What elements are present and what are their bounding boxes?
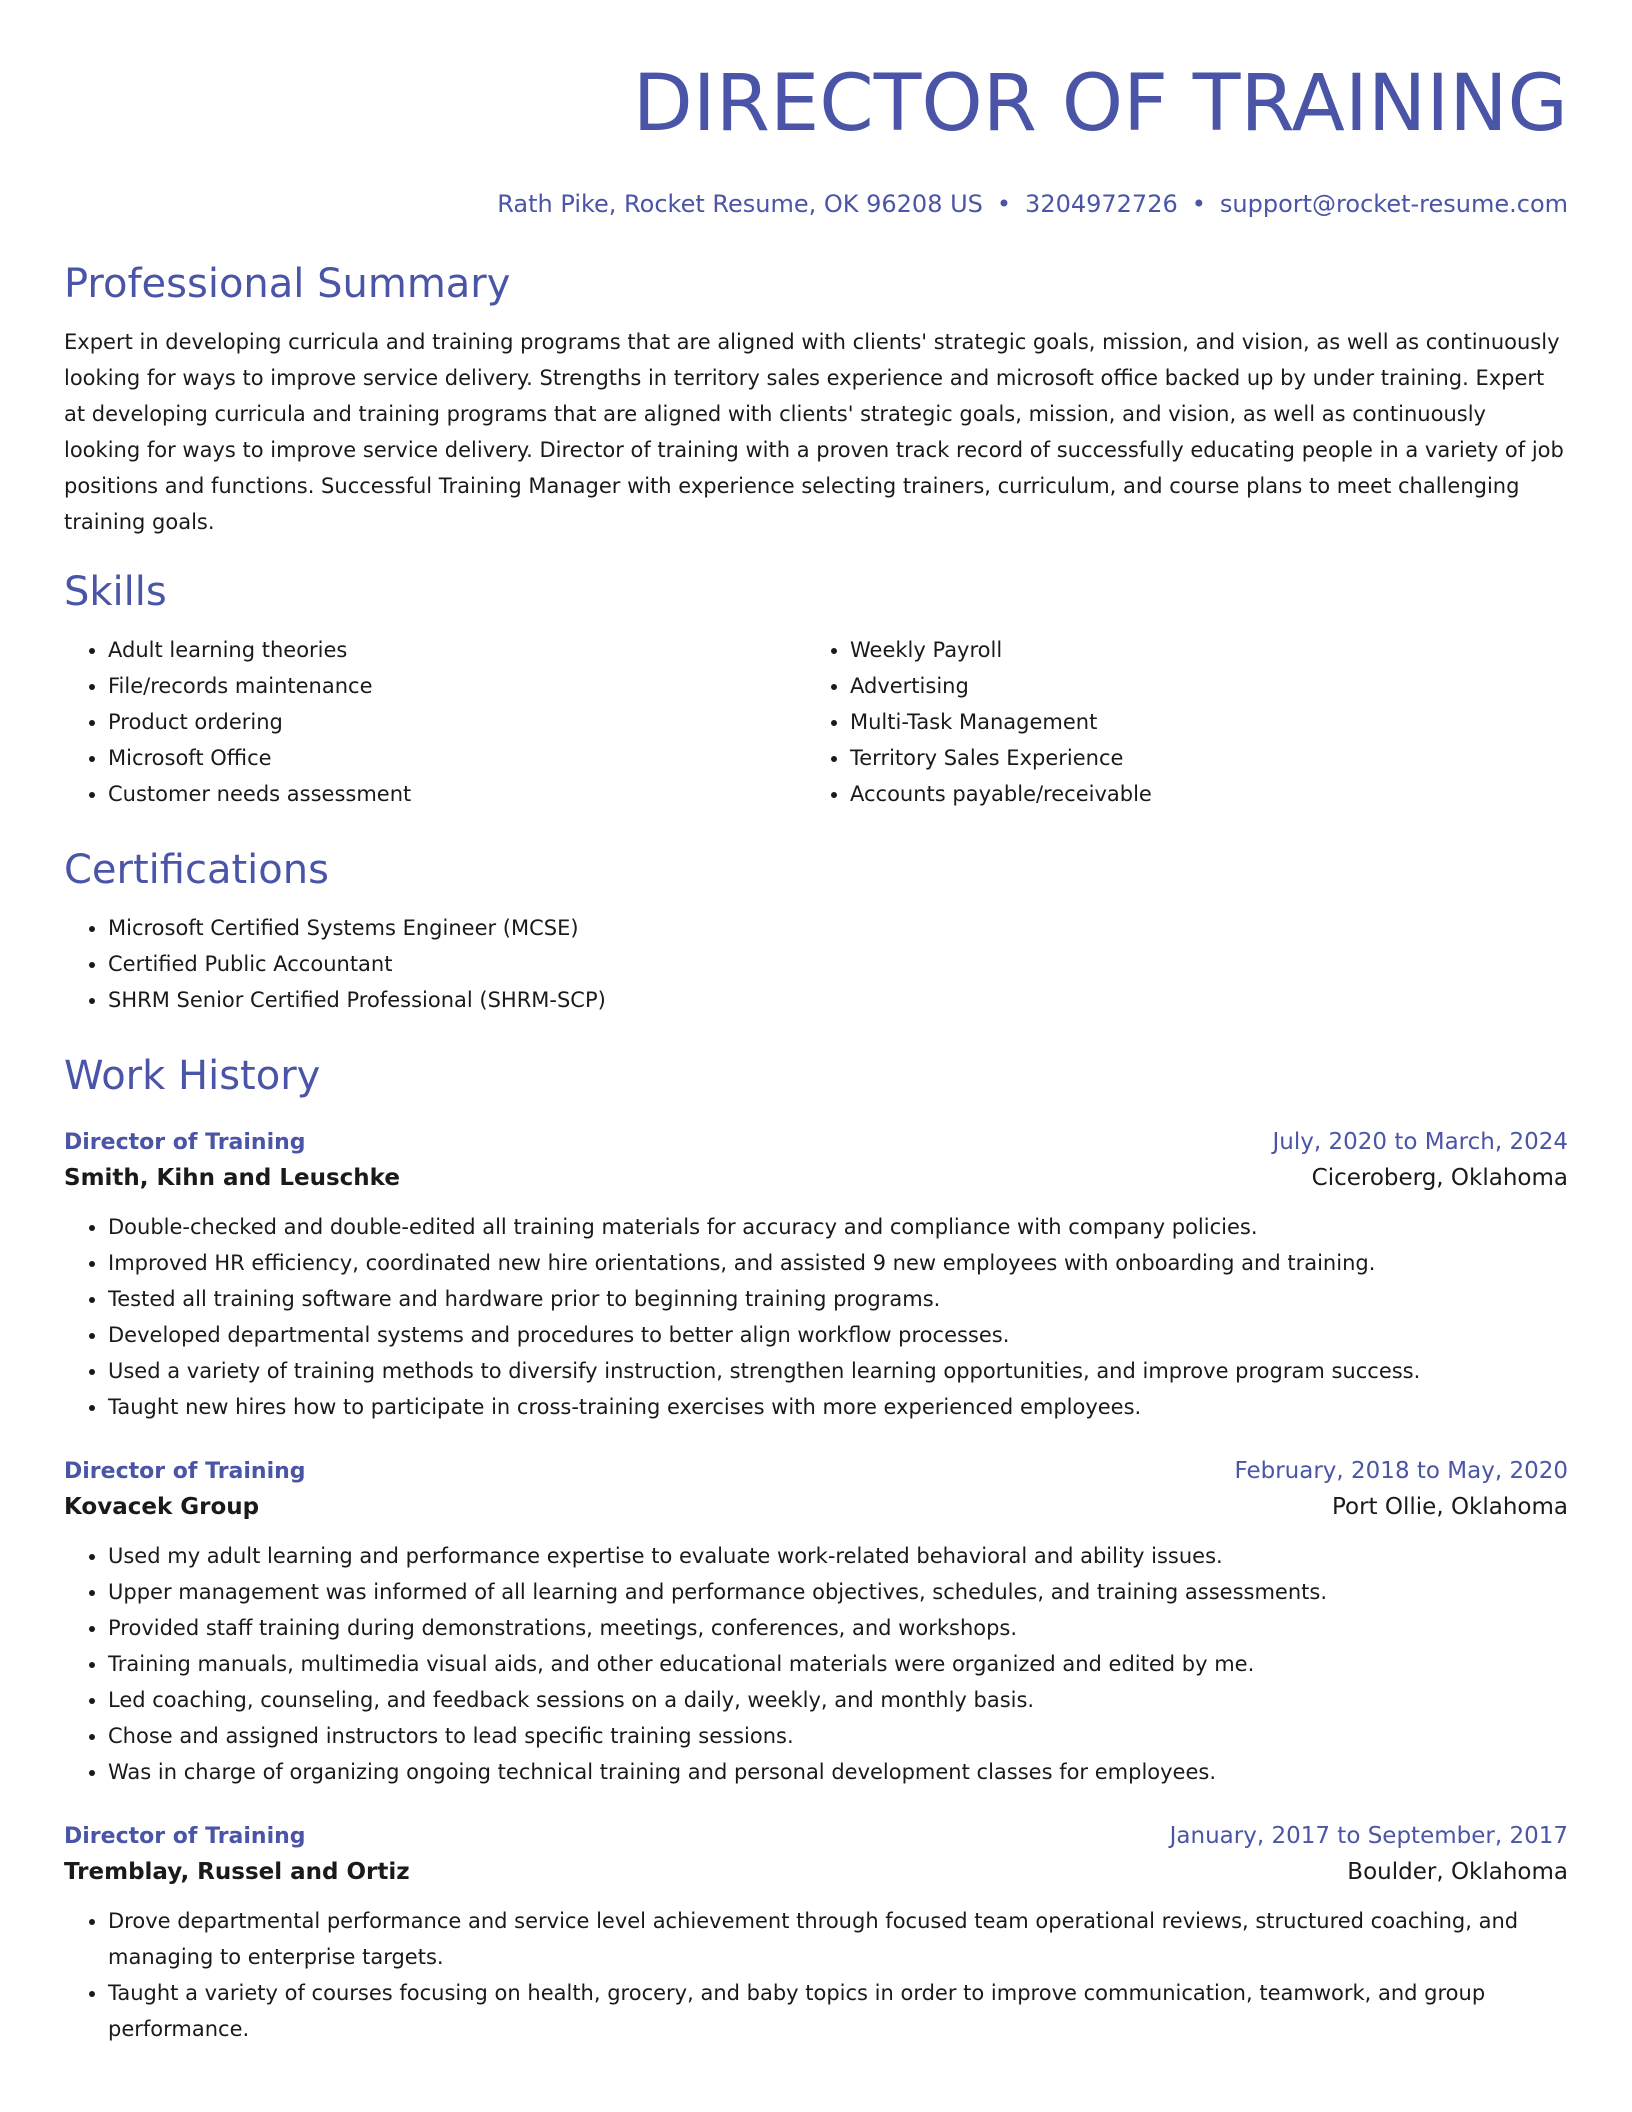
job-bullet: • Was in charge of organizing ongoing technical training and personal development classes for employees. [108,1754,1568,1790]
job-bullet: • Used my adult learning and performance expertise to evaluate work-related behavioral and ability issues. [108,1538,1568,1574]
skills-heading: Skills [64,569,167,615]
skill-item: • Weekly Payroll [850,632,1548,668]
contact-address: Rath Pike, Rocket Resume, OK 96208 US [497,190,983,218]
job-entry [64,1820,1568,2047]
skills-column-left [64,632,806,812]
job-bullet: • Double-checked and double-edited all training materials for accuracy and compliance with company policies. [108,1209,1568,1245]
job-dates: January, 2017 to September, 2017 [1169,1823,1568,1849]
job-bullet: • Provided staff training during demonstrations, meetings, conferences, and workshops. [108,1610,1568,1646]
skill-item: • File/records maintenance [108,668,806,704]
job-location: Port Ollie, Oklahoma [1331,1494,1568,1520]
certifications-list [64,910,1568,1018]
job-bullet: • Chose and assigned instructors to lead specific training sessions. [108,1718,1568,1754]
job-title: Director of Training [64,1459,306,1484]
contact-line [64,188,1568,220]
job-bullet: • Training manuals, multimedia visual aids, and other educational materials were organized and edited by me. [108,1646,1568,1682]
job-entry [64,1126,1568,1425]
job-bullet: • Led coaching, counseling, and feedback sessions on a daily, weekly, and monthly basis. [108,1682,1568,1718]
job-bullet: • Taught a variety of courses focusing on health, grocery, and baby topics in order to improve communication, teamwork, and group performance. [108,1975,1568,2047]
job-bullet: • Taught new hires how to participate in cross-training exercises with more experienced employees. [108,1389,1568,1425]
contact-separator: • [1191,190,1206,218]
skills-column-right [806,632,1548,812]
summary-text: Expert in developing curricula and training programs that are aligned with clients' strategic goals, mission, and vision, as well as continuously looking for ways to improve service delivery. Strengths in territory sales experience and microsoft office backed up by under training. Expert at developing curricula and training programs that are aligned with clients' strategic goals, mission, and vision, as well as continuously looking for ways to improve service delivery. Director of training with a proven track record of successfully educating people in a variety of job positions and functions. Successful Training Manager with experience selecting trainers, curriculum, and course plans to meet challenging training goals. [64,330,1564,534]
certification-item: • Microsoft Certified Systems Engineer (MCSE) [108,910,1568,946]
job-bullet: • Improved HR efficiency, coordinated new hire orientations, and assisted 9 new employees with onboarding and training. [108,1245,1568,1281]
job-bullets [64,1209,1568,1425]
skills-columns [64,632,1568,812]
job-bullets [64,1903,1568,2047]
job-bullet: • Upper management was informed of all learning and performance objectives, schedules, and training assessments. [108,1574,1568,1610]
skill-item: • Product ordering [108,704,806,740]
skill-item: • Microsoft Office [108,740,806,776]
certification-item: • SHRM Senior Certified Professional (SHRM-SCP) [108,982,1568,1018]
resume-name: DIRECTOR OF TRAINING [632,59,1568,149]
skill-item: • Territory Sales Experience [850,740,1548,776]
skill-item: • Multi-Task Management [850,704,1548,740]
job-bullet: • Used a variety of training methods to diversify instruction, strengthen learning opportunities, and improve program success. [108,1353,1568,1389]
contact-email: support@rocket-resume.com [1219,190,1568,218]
job-bullet: • Developed departmental systems and procedures to better align workflow processes. [108,1317,1568,1353]
skill-item: • Adult learning theories [108,632,806,668]
job-bullet: • Drove departmental performance and service level achievement through focused team operational reviews, structured coaching, and managing to enterprise targets. [108,1903,1568,1975]
job-dates: July, 2020 to March, 2024 [1272,1129,1568,1155]
contact-phone: 3204972726 [1025,190,1178,218]
job-location: Ciceroberg, Oklahoma [1311,1165,1568,1191]
job-company: Smith, Kihn and Leuschke [64,1165,400,1191]
job-company: Tremblay, Russel and Ortiz [64,1859,410,1885]
skill-item: • Customer needs assessment [108,776,806,812]
certifications-heading: Certifications [64,847,329,893]
job-title: Director of Training [64,1130,306,1155]
skill-item: • Advertising [850,668,1548,704]
job-bullets [64,1538,1568,1790]
resume-page [64,0,1568,2047]
work-history-heading: Work History [64,1053,321,1099]
job-entry [64,1455,1568,1790]
certification-item: • Certified Public Accountant [108,946,1568,982]
job-location: Boulder, Oklahoma [1347,1859,1568,1885]
contact-separator: • [996,190,1012,218]
job-title: Director of Training [64,1824,306,1849]
summary-heading: Professional Summary [64,261,511,307]
job-company: Kovacek Group [64,1494,260,1520]
job-dates: February, 2018 to May, 2020 [1234,1458,1568,1484]
skill-item: • Accounts payable/receivable [850,776,1548,812]
job-bullet: • Tested all training software and hardware prior to beginning training programs. [108,1281,1568,1317]
